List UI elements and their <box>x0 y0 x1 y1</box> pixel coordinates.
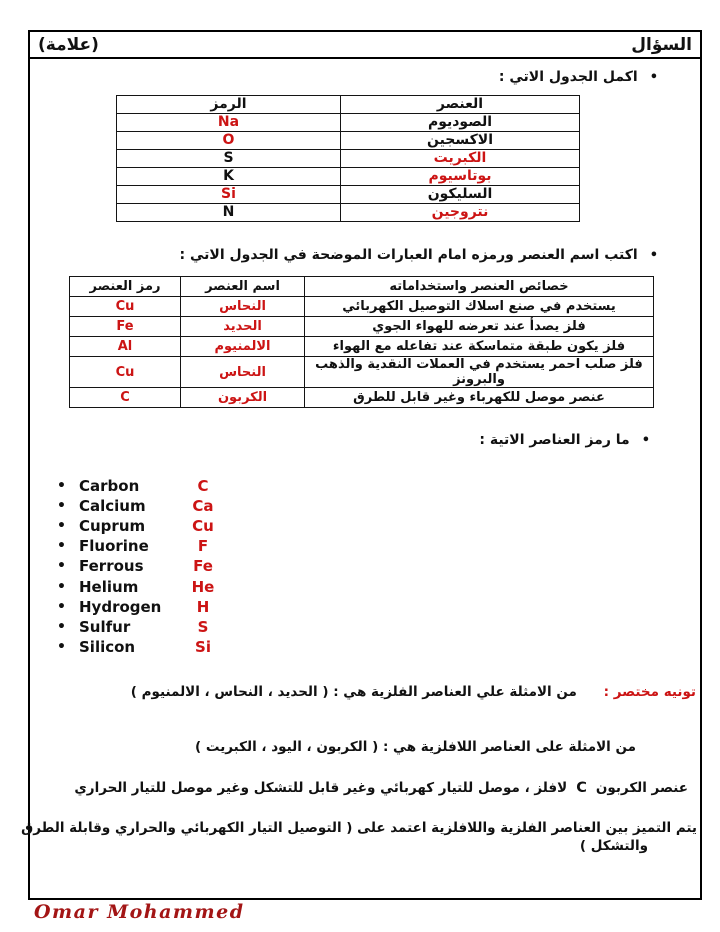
worksheet-header <box>30 32 700 59</box>
bullet-icon: • <box>57 639 66 656</box>
col-header-symbol: الرمز <box>117 95 341 113</box>
element-properties: فلز صلب احمر يستخدم في العملات النقدية والذهب والبرونز <box>305 357 654 388</box>
table-row <box>70 297 654 317</box>
list-item <box>57 536 700 556</box>
table-row <box>117 131 580 149</box>
element-symbol: Si <box>195 638 211 657</box>
properties-table <box>69 276 654 408</box>
bullet-icon: • <box>57 538 66 555</box>
element-symbol: Al <box>70 337 181 357</box>
element-name: Cuprum <box>79 516 146 535</box>
carbon-symbol: C <box>576 779 587 796</box>
element-name: السليكون <box>341 185 580 203</box>
bullet-icon: • <box>57 477 66 494</box>
bullet-icon: • <box>57 558 66 575</box>
mark-label: (علامة) <box>38 35 99 55</box>
col-header-element: العنصر <box>341 95 580 113</box>
element-properties: فلز يصدأ عند تعرضه للهواء الجوي <box>305 317 654 337</box>
element-symbol: O <box>117 131 341 149</box>
element-properties: عنصر موصل للكهرباء وغير قابل للطرق <box>305 388 654 408</box>
note-nonmetals-line: من الامثلة على العناصر اللافلزية هي : ( الكربون ، اليود ، الكبريت ) <box>195 738 636 755</box>
element-symbol: S <box>117 149 341 167</box>
distinction-paragraph-line2: والتشكل ) <box>579 837 648 854</box>
element-name: Ferrous <box>79 557 144 576</box>
element-symbol: H <box>196 597 210 616</box>
worksheet-frame <box>21 30 702 900</box>
table-row <box>117 203 580 221</box>
list-item <box>57 516 700 536</box>
table-row <box>117 149 580 167</box>
table-row <box>117 167 580 185</box>
element-symbol: Cu <box>70 297 181 317</box>
element-name: Silicon <box>79 638 136 657</box>
element-name: النحاس <box>181 297 305 317</box>
element-name: Calcium <box>79 496 146 515</box>
element-name: الكبريت <box>341 149 580 167</box>
table-header-row <box>117 95 580 113</box>
element-symbol: S <box>197 617 209 636</box>
element-symbol: Si <box>117 185 341 203</box>
element-symbol: F <box>197 537 209 556</box>
table-row <box>70 317 654 337</box>
element-name: بوتاسيوم <box>341 167 580 185</box>
element-name: Hydrogen <box>79 597 162 616</box>
element-symbol: Fe <box>193 557 213 576</box>
element-name: الصوديوم <box>341 113 580 131</box>
distinction-paragraph-line1 <box>21 819 700 837</box>
list-item <box>57 556 700 576</box>
distinction-text: يتم التميز بين العناصر الفلزية واللافلزية اعتمد على ( التوصيل التيار الكهربائي والحراري وقابلة الطرق <box>21 819 697 836</box>
list-item <box>57 617 700 637</box>
list-item <box>57 637 700 657</box>
bullet-icon: • <box>57 497 66 514</box>
list-item <box>57 476 700 496</box>
element-symbol: Cu <box>192 516 214 535</box>
prompt-write-element: • اكتب اسم العنصر ورمزه امام العبارات الموضحة في الجدول الاتي : <box>30 247 700 265</box>
element-symbol: K <box>117 167 341 185</box>
element-name: الالمنيوم <box>181 337 305 357</box>
carbon-text-after: لافلز ، موصل للتيار كهربائي وغير قابل للتشكل وغير موصل للتيار الحراري <box>74 779 568 796</box>
element-properties: فلز يكون طبقة متماسكة عند تفاعله مع الهواء <box>305 337 654 357</box>
note-carbon-line <box>30 780 700 796</box>
bullet-icon: • <box>57 517 66 534</box>
element-name: Carbon <box>79 476 140 495</box>
element-name: Sulfur <box>79 617 131 636</box>
element-name: نتروجين <box>341 203 580 221</box>
prompt-complete-table: • اكمل الجدول الاتي : <box>30 69 700 87</box>
note-metals-text: من الامثلة علي العناصر الفلزية هي : ( الحديد ، النحاس ، الالمنيوم ) <box>130 684 577 701</box>
col-header-name: اسم العنصر <box>181 277 305 297</box>
element-symbol: C <box>197 476 209 495</box>
prompt-element-symbols: • ما رمز العناصر الاتية : <box>30 432 700 450</box>
bullet-icon: • <box>57 598 66 615</box>
table-row <box>117 113 580 131</box>
table-row <box>70 337 654 357</box>
bullet-icon: • <box>57 578 66 595</box>
table-row <box>70 388 654 408</box>
element-symbol: N <box>117 203 341 221</box>
element-properties: يستخدم في صنع اسلاك التوصيل الكهربائي <box>305 297 654 317</box>
list-item <box>57 597 700 617</box>
element-name: الحديد <box>181 317 305 337</box>
table-row <box>70 357 654 388</box>
element-symbol: He <box>191 577 215 596</box>
col-header-properties: خصائص العنصر واستخداماته <box>305 277 654 297</box>
element-symbol: C <box>70 388 181 408</box>
col-header-symbol: رمز العنصر <box>70 277 181 297</box>
element-symbol: Na <box>117 113 341 131</box>
page-title: السؤال <box>631 35 692 55</box>
element-symbol: Cu <box>70 357 181 388</box>
table-header-row <box>70 277 654 297</box>
element-name: Helium <box>79 577 139 596</box>
list-item <box>57 576 700 596</box>
element-name: Fluorine <box>79 537 149 556</box>
signature: Omar Mohammed <box>34 901 245 923</box>
note-label: تونيه مختصر : <box>603 684 696 701</box>
symbols-table <box>116 95 580 222</box>
element-name: الكربون <box>181 388 305 408</box>
element-symbol: Ca <box>192 496 214 515</box>
carbon-text-before: عنصر الكربون <box>595 779 688 796</box>
element-name: النحاس <box>181 357 305 388</box>
element-symbol-list <box>57 476 700 658</box>
list-item <box>57 496 700 516</box>
table-row <box>117 185 580 203</box>
element-symbol: Fe <box>70 317 181 337</box>
element-name: الاكسجين <box>341 131 580 149</box>
note-metals-line <box>30 684 700 702</box>
bullet-icon: • <box>57 618 66 635</box>
